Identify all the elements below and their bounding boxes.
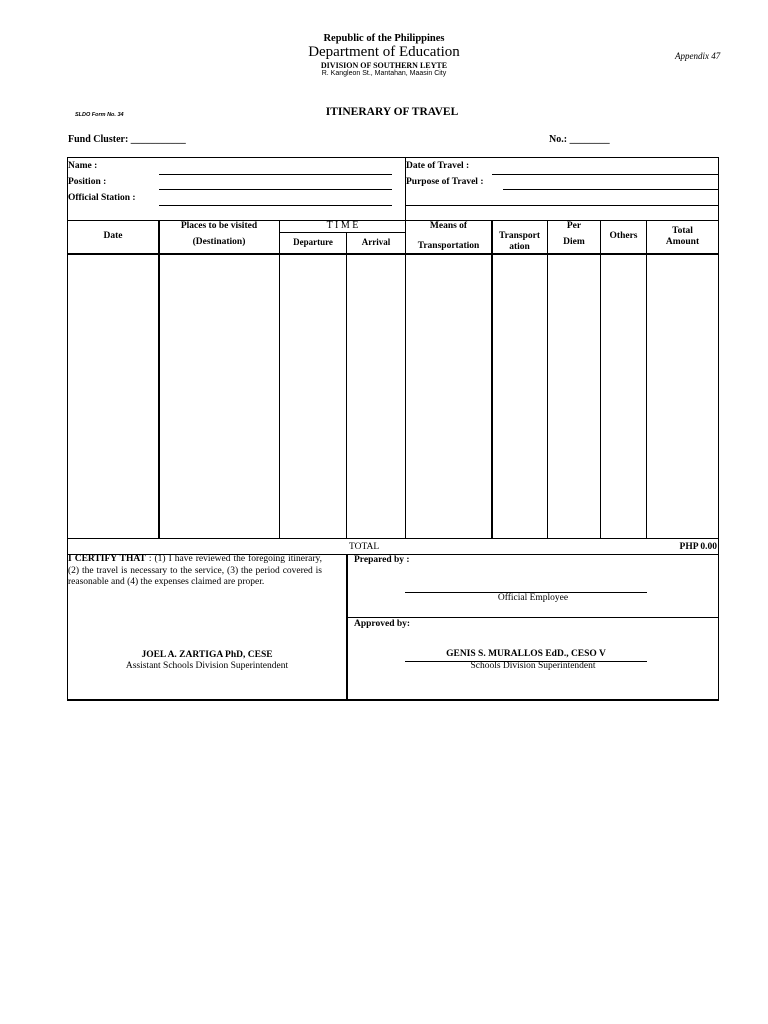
col-date-header: Date — [103, 231, 123, 241]
col-time-header: T I M E — [326, 220, 359, 231]
number-text: No.: — [549, 134, 568, 145]
col-places-header-2: (Destination) — [192, 237, 246, 247]
form-title: ITINERARY OF TRAVEL — [325, 106, 459, 118]
fund-cluster-text: Fund Cluster: — [68, 134, 129, 145]
col-per-diem-header-2: Diem — [563, 237, 585, 247]
approver-name: GENIS S. MURALLOS EdD., CESO V — [446, 649, 606, 659]
date-of-travel-field[interactable] — [493, 160, 717, 173]
col-total-amount-header-1: Total — [672, 226, 693, 236]
department-title: Department of Education — [308, 44, 460, 60]
number-label — [549, 134, 610, 145]
col-departure-header: Departure — [293, 237, 333, 247]
purpose-of-travel-field[interactable] — [504, 176, 717, 188]
certify-lead: I CERTIFY THAT — [68, 554, 146, 564]
approved-by-label: Approved by: — [354, 619, 411, 629]
col-arrival-header: Arrival — [361, 237, 391, 247]
certify-body: : (1) I have reviewed the foregoing itinerary, (2) the travel is necessary to the service, (3) the period covered is reasonable and (4) the expenses claimed are proper. — [68, 554, 323, 588]
official-station-field[interactable] — [160, 191, 390, 204]
prepared-by-label: Prepared by : — [354, 555, 410, 565]
col-means-header-1: Means of — [429, 221, 468, 231]
certifier-title: Assistant Schools Division Superintendent — [125, 661, 289, 671]
approver-title: Schools Division Superintendent — [470, 661, 596, 671]
certification-text — [68, 554, 322, 589]
number-field[interactable]: ________ — [569, 134, 610, 145]
name-field[interactable] — [160, 160, 390, 173]
address-text: R. Kangleon St., Mantahan, Maasin City — [321, 70, 447, 77]
prepared-title: Official Employee — [497, 593, 569, 603]
itinerary-entries-area[interactable] — [69, 256, 717, 536]
date-of-travel-label: Date of Travel : — [406, 161, 470, 171]
purpose-of-travel-label: Purpose of Travel : — [406, 177, 484, 187]
col-total-amount-header-2: Amount — [665, 237, 700, 247]
fund-cluster-label — [68, 134, 186, 145]
total-label: TOTAL — [349, 542, 380, 552]
division-text: DIVISION OF SOUTHERN LEYTE — [320, 61, 448, 70]
position-label: Position : — [68, 177, 107, 187]
republic-text: Republic of the Philippines — [323, 33, 445, 44]
col-per-diem-header-1: Per — [566, 221, 582, 231]
certifier-name: JOEL A. ZARTIGA PhD, CESE — [141, 650, 273, 660]
fund-cluster-field[interactable]: ___________ — [130, 134, 186, 145]
position-field[interactable] — [160, 176, 390, 188]
official-station-label: Official Station : — [68, 193, 136, 203]
col-others-header: Others — [609, 231, 638, 241]
col-transportation-header-1: Transport — [499, 231, 540, 241]
appendix-label: Appendix 47 — [675, 51, 721, 61]
col-means-header-2: Transportation — [417, 241, 480, 251]
name-label: Name : — [68, 161, 98, 171]
total-value: PHP 0.00 — [679, 542, 717, 552]
col-transportation-header-2: ation — [509, 242, 530, 252]
col-places-header-1: Places to be visited — [180, 221, 258, 231]
form-number: SLDO Form No. 34 — [75, 112, 124, 118]
